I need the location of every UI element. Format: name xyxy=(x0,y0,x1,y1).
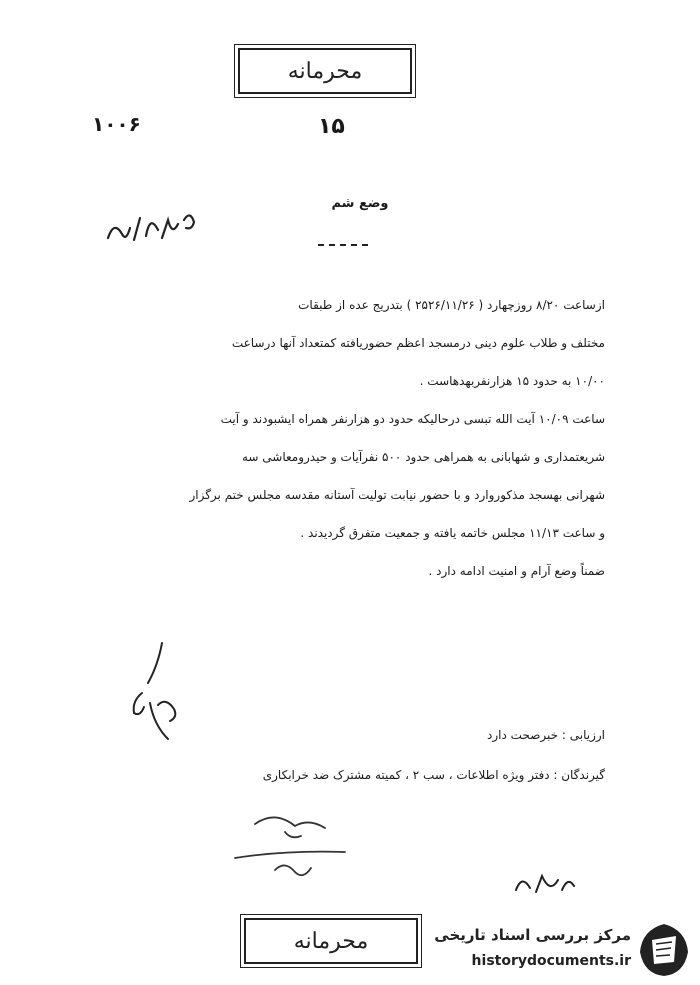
body-line: ساعت ۱۰/۰۹ آیت الله تبسی درحالیکه حدود دو هزارنفر همراه ایشبودند و آیت xyxy=(220,412,605,426)
title-underline xyxy=(318,244,368,246)
document-number: ۱۰۰۶ xyxy=(92,112,141,136)
confidential-stamp-top-label: محرمانه xyxy=(287,58,363,84)
archive-name: مرکز بررسی اسناد تاریخی xyxy=(434,926,631,944)
body-line: ازساعت ۸/۲۰ روزچهارد ( ۲۵۲۶/۱۱/۲۶ ) بتدریج عده از طبقات xyxy=(298,298,605,312)
recipients-line: گیرندگان : دفتر ویژه اطلاعات ، سب ۲ ، کمیته مشترک ضد خرابکاری xyxy=(262,768,605,782)
body-line: شهرانی بهسجد مذکوروارد و با حضور نیابت تولیت آستانه مقدسه مجلس ختم برگزار xyxy=(189,488,605,502)
archive-logo xyxy=(426,920,694,980)
report-body xyxy=(100,286,605,590)
page-number: ۱۵ xyxy=(318,114,345,139)
handwritten-mark xyxy=(510,868,580,898)
body-line: و ساعت ۱۱/۱۳ مجلس خاتمه یافته و جمعیت متفرق گردیدند . xyxy=(300,526,605,540)
archive-website: historydocuments.ir xyxy=(471,953,631,969)
confidential-stamp-top xyxy=(238,48,412,94)
confidential-stamp-bottom xyxy=(244,918,418,964)
body-line: ۱۰/۰۰ به حدود ۱۵ هزارنفربهدهاست . xyxy=(419,374,605,388)
body-line: شریعتمداری و شهابانی به همراهی حدود ۵۰۰ نفرآیات و حیدرومعاشی سه xyxy=(241,450,605,464)
archive-emblem-icon xyxy=(638,922,690,978)
handwritten-date-annotation xyxy=(100,200,200,250)
assessment-line: ارزیابی : خبرصحت دارد xyxy=(487,728,605,742)
body-line: ضمناً وضع آرام و امنیت ادامه دارد . xyxy=(428,564,605,578)
handwritten-signature xyxy=(118,635,188,745)
confidential-stamp-bottom-label: محرمانه xyxy=(293,928,369,954)
subject-title: وضع شم xyxy=(331,196,389,211)
body-line: مختلف و طلاب علوم دینی درمسجد اعظم حضوریافته کمتعداد آنها درساعت xyxy=(231,336,605,350)
handwritten-initials xyxy=(225,800,355,885)
